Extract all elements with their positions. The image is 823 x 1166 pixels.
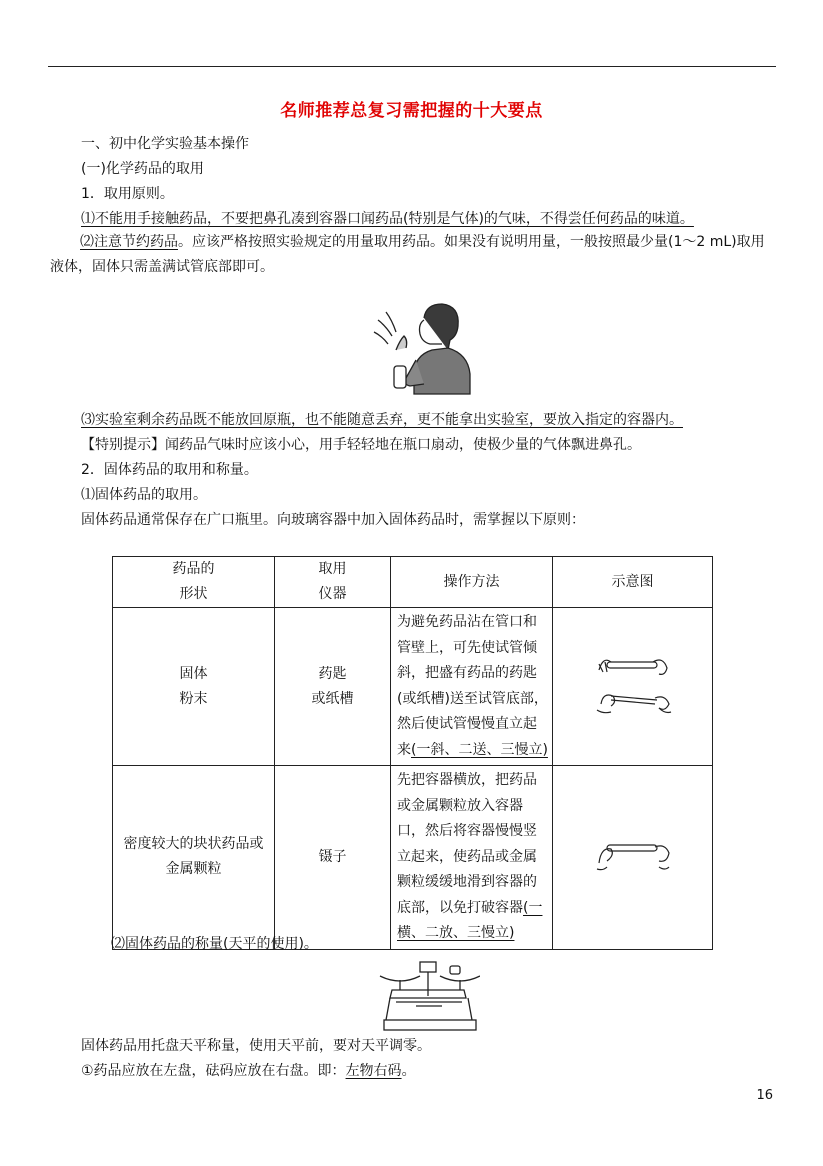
solid-intro: 固体药品通常保存在广口瓶里。向玻璃容器中加入固体药品时，需掌握以下原则： <box>81 512 585 528</box>
row2-method: 先把容器横放，把药品或金属颗粒放入容器口，然后将容器慢慢竖立起来，使药品或金属颗粒缓缓地滑到容器的底部，以免打破容器(一横、二放、三慢立) <box>391 766 553 950</box>
row2-diagram <box>553 766 713 950</box>
header-cell-tool: 取用 仪器 <box>275 557 391 608</box>
table-row <box>113 608 713 766</box>
save-chemicals-emphasis: ⑵注意节约药品 <box>80 234 178 250</box>
balance-illustration <box>376 956 480 1034</box>
principle-item-2-text: 。应该严格按照实验规定的用量取用药品。如果没有说明用量，一般按照最少量(1～2 mL)取用液体，固体只需盖满试管底部即可。 <box>50 234 765 275</box>
row1-shape: 固体 粉末 <box>113 608 275 766</box>
row2-shape: 密度较大的块状药品或 金属颗粒 <box>113 766 275 950</box>
special-tip <box>81 435 641 455</box>
row1-diagram <box>553 608 713 766</box>
balance-rule-key: 左物右码 <box>345 1063 402 1079</box>
special-tip-text: 闻药品气味时应该小心，用手轻轻地在瓶口扇动，使极少量的气体飘进鼻孔。 <box>165 437 641 453</box>
header-cell-shape: 药品的 形状 <box>113 557 275 608</box>
powder-test-tube-diagram <box>593 650 673 720</box>
special-tip-label: 【特别提示】 <box>81 437 165 453</box>
row1-method-key: (一斜、二送、三慢立) <box>411 741 548 758</box>
row2-tool: 镊子 <box>275 766 391 950</box>
header-rule <box>48 66 776 67</box>
subsection-heading: (一)化学药品的取用 <box>81 161 204 177</box>
header-cell-diagram: 示意图 <box>553 557 713 608</box>
table-row <box>113 766 713 950</box>
principle-heading: 1．取用原则。 <box>81 186 174 202</box>
balance-rule: ①药品应放在左盘，砝码应放在右盘。即：左物右码。 <box>81 1063 416 1079</box>
section-heading: 一、初中化学实验基本操作 <box>81 136 249 152</box>
table-header-row <box>113 557 713 608</box>
principle-item-2 <box>50 230 778 280</box>
operations-table <box>112 556 713 950</box>
solid-item-2: ⑵固体药品的称量(天平的使用)。 <box>111 936 318 952</box>
page-number: 16 <box>756 1088 773 1103</box>
page-title: 名师推荐总复习需把握的十大要点 <box>280 101 543 121</box>
row1-method: 为避免药品沾在管口和管壁上，可先使试管倾斜，把盛有药品的药匙(或纸槽)送至试管底部，然后使试管慢慢直立起来(一斜、二送、三慢立) <box>391 608 553 766</box>
header-cell-method: 操作方法 <box>391 557 553 608</box>
solid-heading: 2．固体药品的取用和称量。 <box>81 462 258 478</box>
balance-text: 固体药品用托盘天平称量，使用天平前，要对天平调零。 <box>81 1038 431 1054</box>
row2-method-key: (一横、二放、三慢立) <box>397 899 543 941</box>
principle-item-3: ⑶实验室剩余药品既不能放回原瓶，也不能随意丢弃，更不能拿出实验室，要放入指定的容器内。 <box>81 412 683 428</box>
principle-item-1: ⑴不能用手接触药品，不要把鼻孔凑到容器口闻药品(特别是气体)的气味，不得尝任何药品的味道。 <box>81 211 694 227</box>
smelling-illustration <box>372 300 480 396</box>
tweezers-test-tube-diagram <box>593 835 673 875</box>
solid-item-1: ⑴固体药品的取用。 <box>81 487 207 503</box>
row1-tool: 药匙 或纸槽 <box>275 608 391 766</box>
